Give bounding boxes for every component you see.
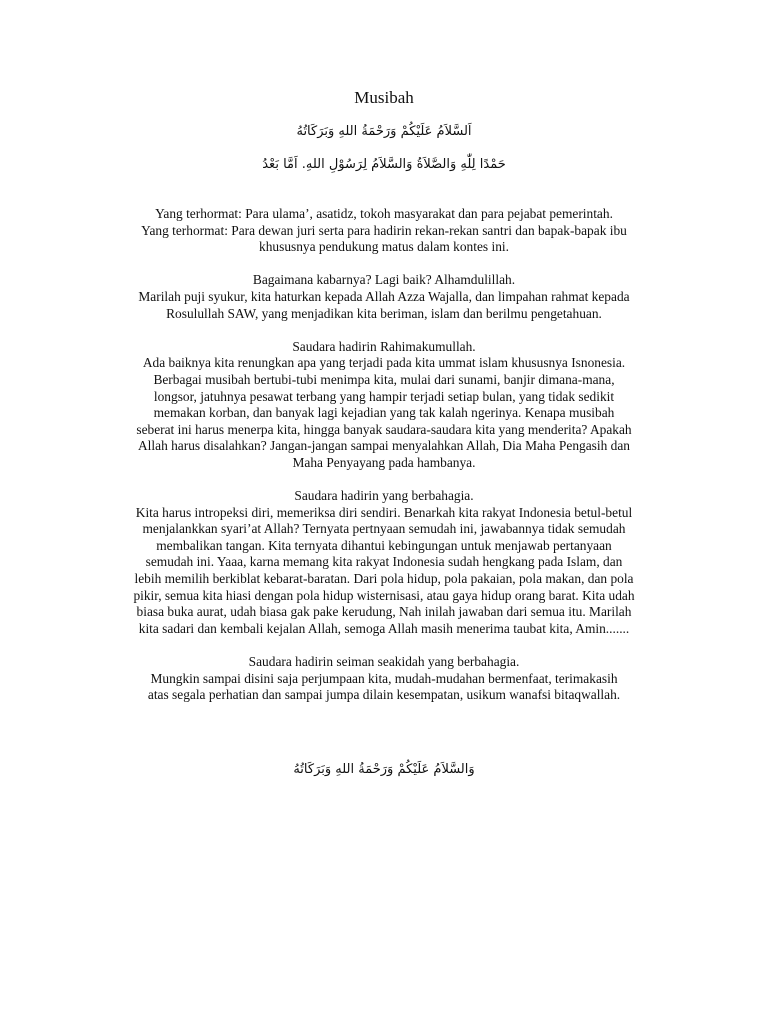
- text-line: Saudara hadirin Rahimakumullah.: [292, 338, 476, 354]
- paragraph: [84, 654, 684, 704]
- text-line: Saudara hadirin yang berbahagia.: [294, 488, 474, 504]
- paragraph: [84, 339, 684, 472]
- paragraph: [84, 272, 684, 322]
- arabic-greeting: اَلسَّلاَمُ عَلَيْكُمْ وَرَحْمَةُ اللهِ وَبَرَكَاتُهُ: [296, 124, 472, 139]
- text-line: Rosulullah SAW, yang menjadikan kita beriman, islam dan berilmu pengetahuan.: [166, 305, 602, 321]
- text-line: memakan korban, dan banyak lagi kejadian yang tak kalah ngerinya. Kenapa musibah: [153, 405, 615, 421]
- text-line: Bagaimana kabarnya? Lagi baik? Alhamdulillah.: [252, 272, 516, 288]
- speech-body: [84, 206, 684, 720]
- text-line: khususnya pendukung matus dalam kontes ini.: [259, 239, 509, 255]
- paragraph: [84, 206, 684, 256]
- text-line: Marilah puji syukur, kita haturkan kepada Allah Azza Wajalla, dan limpahan rahmat kepada: [138, 288, 630, 304]
- text-line: lebih memilih berkiblat kebarat-baratan. Dari pola hidup, pola pakaian, pola makan, dan pola: [134, 571, 634, 587]
- text-line: membalikan tangan. Kita ternyata dihantui kebingungan untuk menjawab pertanyaan: [156, 537, 612, 553]
- text-line: Saudara hadirin seiman seakidah yang berbahagia.: [248, 654, 520, 670]
- text-line: Mungkin sampai disini saja perjumpaan kita, mudah-mudahan bermenfaat, terimakasih: [150, 670, 618, 686]
- text-line: Maha Penyayang pada hambanya.: [292, 454, 476, 470]
- text-line: semudah ini. Yaaa, karna memang kita rakyat Indonesia sudah hengkang pada Islam, dan: [145, 554, 623, 570]
- arabic-hamdalah: حَمْدًا لِلّٰهِ وَالصَّلاَةُ وَالسَّلاَمُ لِرَسُوْلِ اللهِ. اَمَّا بَعْدُ: [262, 157, 506, 172]
- text-line: Berbagai musibah bertubi-tubi menimpa kita, mulai dari sunami, banjir dimana-mana,: [153, 371, 615, 387]
- text-line: longsor, jatuhnya pesawat terbang yang hampir terjadi setiap bulan, yang tidak sedikit: [153, 388, 615, 404]
- arabic-closing: وَالسَّلاَمُ عَلَيْكُمْ وَرَحْمَةُ اللهِ وَبَرَكَاتُهُ: [293, 762, 475, 777]
- text-line: biasa buka aurat, udah biasa gak pake kerudung, Nah inilah jawaban dari semua itu. Marilah: [136, 604, 632, 620]
- document-title: Musibah: [354, 88, 414, 107]
- paragraph: [84, 488, 684, 637]
- text-line: atas segala perhatian dan sampai jumpa dilain kesempatan, usikum wanafsi bitaqwallah.: [147, 687, 621, 703]
- text-line: Yang terhormat: Para dewan juri serta para hadirin rekan-rekan santri dan bapak-bapak ibu: [141, 222, 627, 238]
- text-line: Allah harus disalahkan? Jangan-jangan sampai menyalahkan Allah, Dia Maha Pengasih dan: [138, 438, 630, 454]
- text-line: pikir, semua kita hiasi dengan pola hidup wisternisasi, atau gaya hidup orang barat. Kita udah: [133, 587, 635, 603]
- text-line: seberat ini harus menerpa kita, hingga banyak saudara-saudara kita yang menderita? Apakah: [136, 421, 632, 437]
- text-line: kita sadari dan kembali kejalan Allah, semoga Allah masih menerima taubat kita, Amin.......: [138, 620, 630, 636]
- text-line: menjalankkan syari’at Allah? Ternyata pertnyaan semudah ini, jawabannya tidak semudah: [142, 521, 626, 537]
- text-line: Kita harus intropeksi diri, memeriksa diri sendiri. Benarkah kita rakyat Indonesia betul-betul: [135, 504, 633, 520]
- text-line: Ada baiknya kita renungkan apa yang terjadi pada kita ummat islam khususnya Isnonesia.: [142, 355, 626, 371]
- text-line: Yang terhormat: Para ulama’, asatidz, tokoh masyarakat dan para pejabat pemerintah.: [155, 206, 613, 221]
